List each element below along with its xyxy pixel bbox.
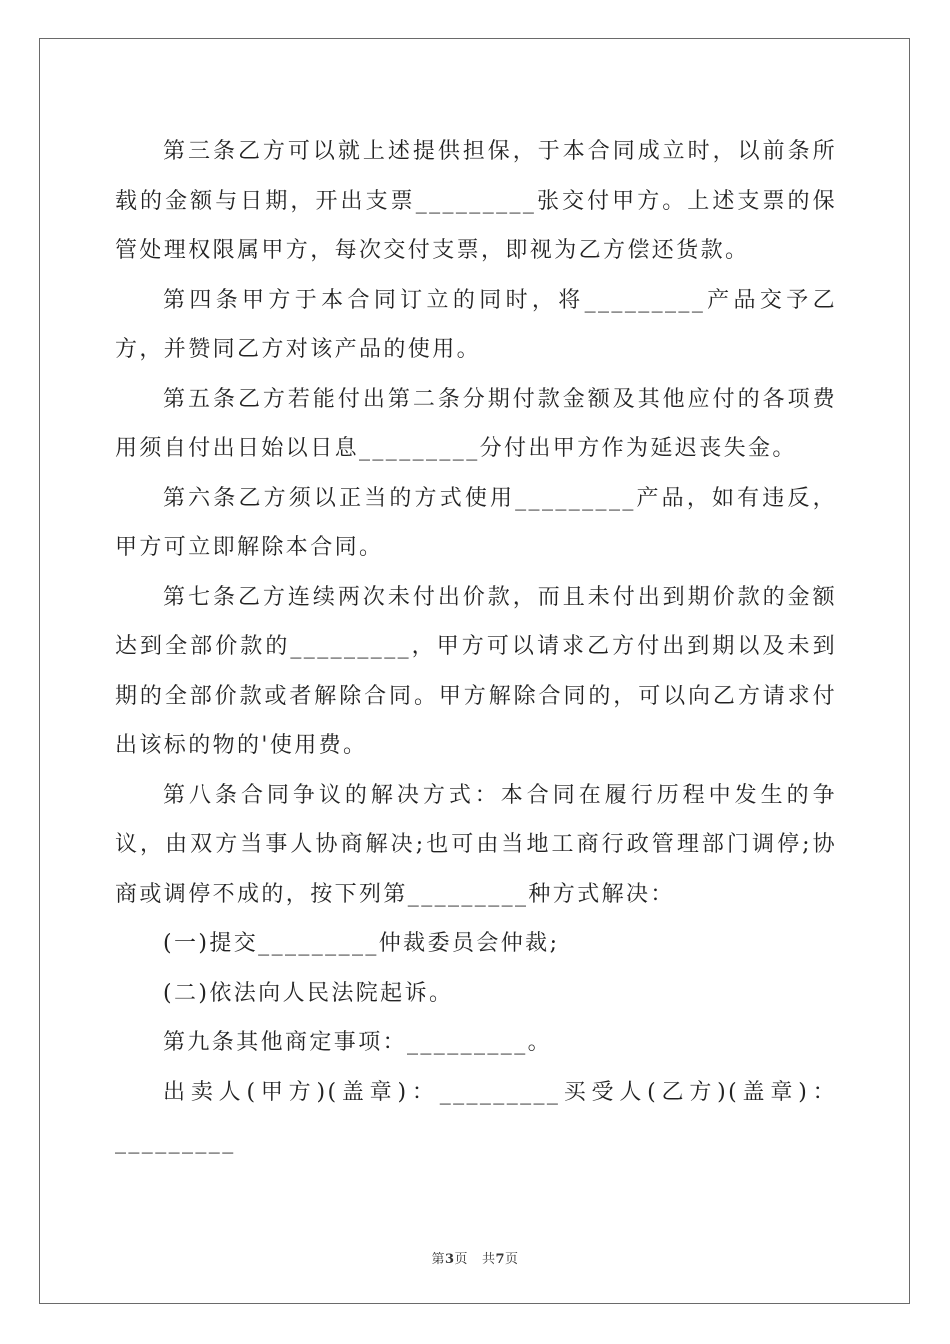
page-number-suffix: 页	[454, 1252, 469, 1267]
article-7-paragraph: 第七条乙方连续两次未付出价款，而且未付出到期价款的金额达到全部价款的_________，甲方可以请求乙方付出到期以及未到期的全部价款或者解除合同。甲方解除合同的，可以向乙方请求付出该标的物的'使用费。	[115, 584, 837, 758]
page-number-current: 3	[444, 1252, 455, 1267]
article-4-paragraph: 第四条甲方于本合同订立的同时，将_________产品交予乙方，并赞同乙方对该产品的使用。	[115, 287, 837, 362]
page-footer	[0, 1248, 950, 1267]
page-total-count: 7	[495, 1252, 506, 1267]
article-9-paragraph: 第九条其他商定事项：_________。	[163, 1030, 553, 1055]
page-number-prefix: 第	[431, 1252, 445, 1267]
article-8-paragraph: 第八条合同争议的解决方式：本合同在履行历程中发生的争议，由双方当事人协商解决;也可由当地工商行政管理部门调停;协商或调停不成的，按下列第_________种方式解决：	[115, 782, 837, 907]
page-total-prefix: 共	[481, 1252, 496, 1267]
arbitration-option: (一)提交_________仲裁委员会仲裁;	[163, 931, 560, 956]
document-body	[115, 127, 837, 1167]
signature-line: 出卖人(甲方)(盖章)：_________买受人(乙方)(盖章)：_________	[115, 1079, 837, 1154]
litigation-option: (二)依法向人民法院起诉。	[163, 980, 454, 1006]
article-6-paragraph: 第六条乙方须以正当的方式使用_________产品，如有违反，甲方可立即解除本合同。	[115, 485, 837, 560]
article-3-paragraph: 第三条乙方可以就上述提供担保，于本合同成立时，以前条所载的金额与日期，开出支票_________张交付甲方。上述支票的保管处理权限属甲方，每次交付支票，即视为乙方偿还货款。	[115, 139, 837, 263]
page-total-suffix: 页	[505, 1252, 519, 1267]
article-5-paragraph: 第五条乙方若能付出第二条分期付款金额及其他应付的各项费用须自付出日始以日息_________分付出甲方作为延迟丧失金。	[115, 386, 837, 461]
